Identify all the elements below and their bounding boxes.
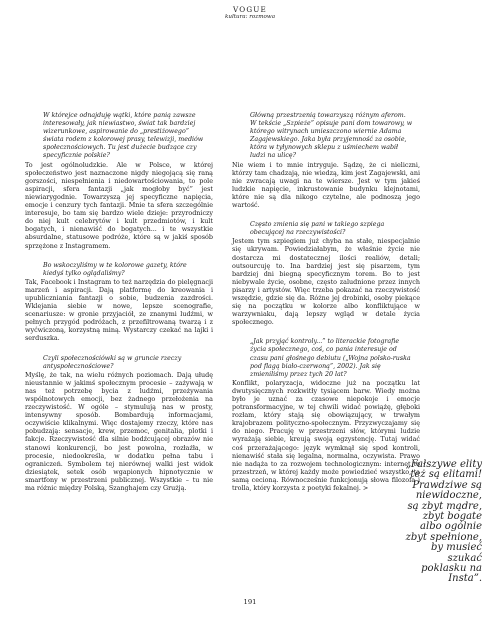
magazine-name: VOGUE [232, 5, 267, 14]
question-5: Często zmienia się pani w takiego szpiega obecującej na rzeczywistości? [250, 221, 385, 237]
page-number: 191 [243, 598, 257, 606]
column-left [25, 112, 213, 492]
answer-5: Jestem tym szpiegiem już chyba na stałe, niespecjalnie się ukrywam. Powiedziałabym, że właśnie życie nie dostarcza mi dostatecznej ilości realiów, detali; outsourcuję to. Ina bardziej jest się pisarzem, tym bardziej dni biegną specyficznym torem. Bo to jest niebywale życie, osobne, często zaludnione przez innych pisarzy i artystów. Więc trzeba pokazać na rzeczywistość wszędzie, gdzie się da. Różne jej drobinki, osoby piekące się na początku w kolorze albo konfliktujące w warzywniaku, dają lepszy wgląd w detale życia społecznego. [232, 237, 420, 327]
section-label: kultura: rozmowa [224, 14, 276, 20]
answer-2: Tak, Facebook i Instagram to też narzędzia do pielęgnacji marzeń i aspiracji. Dają platformę do kreowania i upubliczniania fantazji o sobie, budzenia zazdrości. Wklejania siebie w nowe, lepsze scenografie, scenariusze: w gronie przyjaciół, ze znanymi ludźmi, w pełnych przygód podróżach, z przefiltrowaną twarzą i z wyćwiczoną, korzystną miną. Wystarczy czekać na lajki i serduszka. [25, 277, 213, 343]
pull-quote: „Fałszywe elity też są elitami! Prawdziwe są niewidoczne, są zbyt mądre, zbyt bogate albo ogólnie zbyt spełnione, by musieć szukać poklasku na Insta”. [405, 459, 482, 585]
question-2: Bo wskoczyliśmy w te kolorowe gazety, które kiedyś tylko oglądaliśmy? [43, 261, 187, 277]
answer-6: Konflikt, polaryzacja, widoczne już na początku lat dwutysięcznych rozkwitły tysiącem barw. Wiedy można było je uznać za czasowe niepokoje i emocje potransformacyjne, w tej chwili widać powiążę, głęboki rozłam, który stają się obowiązujący, w trwałym krajobrazem polityczno-społecznym. Przyzwyczajamy się do niego. Pracuję w przestrzeni słów, którymi ludzie wyrażają siebie, kreują swoją egzystencję. Tutaj widać coś przerażającego: język wymknął się spod kontroli, nienawiść stała się legalna, normalna, oczywista. Prawo nie nadąża to za rozwojem technologicznym: internet to przestrzeń, w której każdy może powiedzieć wszystko, tą samą cecioną. Równocześnie funkcjonują słowa filozofa i trolla, który korzysta z poetyki fekalnej. > [232, 378, 420, 493]
page-header [0, 6, 500, 21]
question-6: „Jak przyjąć kontroly...” to literackie fotografie życia społecznego, coś, co pania interesuje od czasu pani głośnego debiutu („Wojna polsko-ruska pod flagą biało-czerwoną”, 2002). Jak się zmieniliśmy przez tych 20 lat? [250, 338, 411, 378]
question-4: Główną przestrzenią towarzyszą różnym aferom. W tekście „Szpieże” opisuje pani dom towarowy, w którego witrynach umieszczono wiernie Adama Zagajewskiego. Jaka była przyjemność za osobie, która w tyłynowych sklepu z uśmiechem wabił ludzi na ulicę? [250, 112, 413, 160]
question-3: Czyli społecznościówki są w gruncie rzeczy antyspołecznościowe? [43, 354, 182, 370]
answer-4: Nie wiem i to mnie intryguje. Sądzę, że ci nieliczni, którzy tam chadzają, nie wiedzą, kim jest Zagajewski, ani nie zwracają uwagi na te wiersze. Jest w tym jakieś ludzkie napięcie, inkrustowanie budynku klejnotami, które nie są dla nikogo czytelne, ale podnoszą jego wartość. [232, 160, 420, 210]
answer-1: To jest ogólnoludzkie. Ale w Polsce, w której społeczeństwo jest naznaczone nigdy niegojącą się raną gorszości, niespełnienia i niedowartościowania, to pole aspiracji, sfera fantazji „jak mogłoby być” jest niewiarygodnie. Towarzyszą jej specyficzne napięcia, emocje i cenzury tych fantazji. Mnie ta sfera szczególnie interesuje, bo tam się bardzo wiele dzieje: przyrodniczy do niej kult celebrytów i kult przedmiotów, i kult bogatych, i nienawiść do bogatych... i te wszystkie absurdalne, statusowe podróże, które są w jakiś sposób sprzężone z Instagramem. [25, 160, 213, 250]
column-right [232, 112, 420, 492]
answer-3: Myślę, że tak, na wielu różnych poziomach. Dają ułudę nieustannie w jakimś społecznym procesie – zażywają w nas też potrzebę bycia z ludźmi, przeżywania wspólnotowych emocji, bez żadnego przełożenia na rzeczywistość. W ogóle – stymulują nas w prosty, intensywny sposób. Bombardują informacjami, oczywiście klikalnymi. Więc dostajemy rzeczy, które nas pobudzają: sensacje, krew, przemoc, genitalia, plotki i fakcje. Rzeczywistość dla silnie bodźcującej obrazów nie stanowi konkurencji, bo jest powolna, rozłaźła, w procesie, niedookreśla, w dodatku pełna tabu i ograniczeń. Symbolem tej nierównej walki jest widok dziesiątek, setek osób wgapionych hipnotycznie w smartfony w przestrzeni publicznej. Wszystkie – tu nie ma różnic między Polską, Szanghajem czy Grużją. [25, 370, 213, 493]
question-1: W którejce odnajduję wątki, które panią zawsze interesowały, jak niewiastwo, świat tak bardziej wizerunkowe, aspirowanie do „prestiżowego” świata rodem z kolorowej prasy, telewizji, mediów społecznościowych. Tu jest dużecie budzące czy specyficznie polskie? [43, 112, 204, 160]
